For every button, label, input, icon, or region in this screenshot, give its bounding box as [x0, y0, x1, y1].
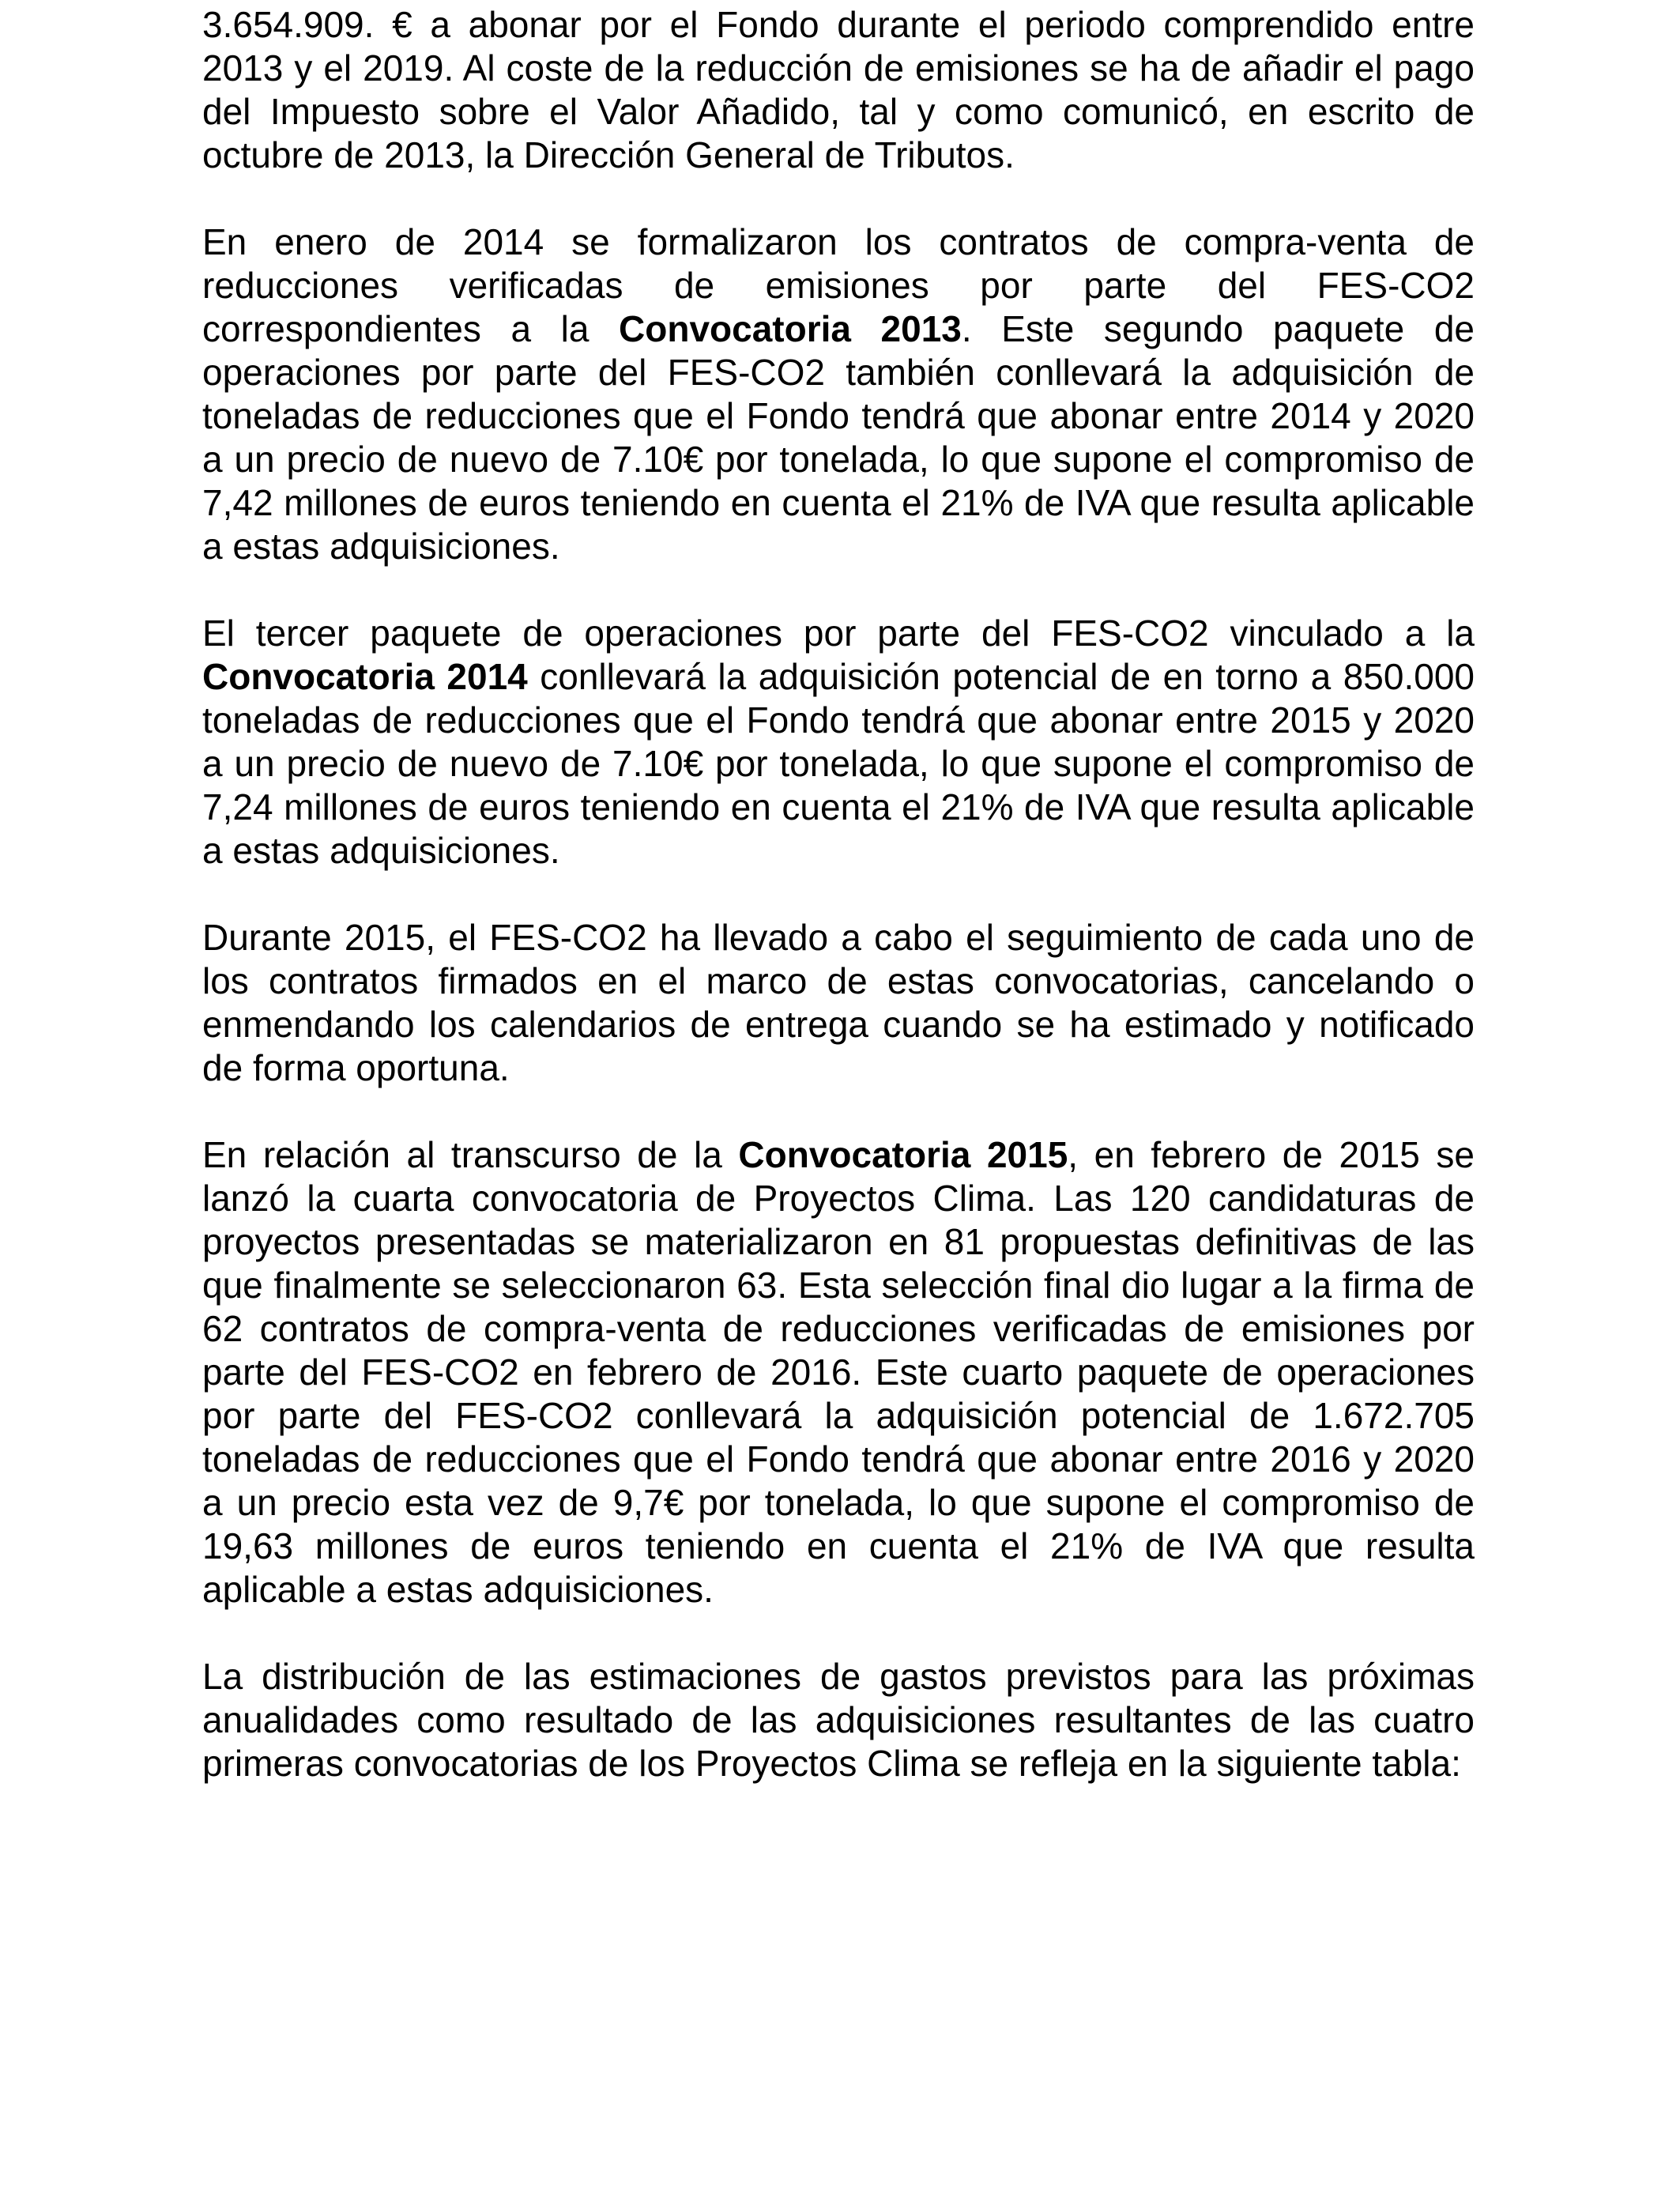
paragraph-2-bold-convocatoria-2013: Convocatoria 2013 — [619, 308, 962, 349]
paragraph-6 — [202, 1655, 1475, 1785]
paragraph-5 — [202, 1133, 1475, 1612]
paragraph-3-bold-convocatoria-2014: Convocatoria 2014 — [202, 656, 528, 697]
paragraph-2 — [202, 221, 1475, 568]
paragraph-3-text-a: El tercer paquete de operaciones por parte del FES-CO2 vinculado a la — [202, 613, 1475, 654]
paragraph-4-text: Durante 2015, el FES-CO2 ha llevado a cabo el seguimiento de cada uno de los contratos firmados en el marco de estas convocatorias, cancelando o enmendando los calendarios de entrega cuando se ha estimado y notificado de forma oportuna. — [202, 917, 1475, 1088]
paragraph-4 — [202, 916, 1475, 1090]
paragraph-6-text: La distribución de las estimaciones de gastos previstos para las próximas anualidades como resultado de las adquisiciones resultantes de las cuatro primeras convocatorias de los Proyectos Clima se refleja en la siguiente tabla: — [202, 1656, 1475, 1784]
paragraph-1 — [202, 3, 1475, 177]
document-body — [202, 3, 1475, 1829]
paragraph-2-text-a: En enero de 2014 se formalizaron los contratos de compra-venta de reducciones verificadas de emisiones por parte del FES-CO2 correspondientes a la — [202, 221, 1475, 349]
paragraph-3-text-b: conllevará la adquisición potencial de en torno a 850.000 toneladas de reducciones que el Fondo tendrá que abonar entre 2015 y 2020 a un precio de nuevo de 7.10€ por tonelada, lo que supone el compromiso de 7,24 millones de euros teniendo en cuenta el 21% de IVA que resulta aplicable a estas adquisiciones. — [202, 656, 1475, 871]
paragraph-3 — [202, 612, 1475, 873]
paragraph-1-text: 3.654.909. € a abonar por el Fondo durante el periodo comprendido entre 2013 y el 2019. Al coste de la reducción de emisiones se ha de añadir el pago del Impuesto sobre el Valor Añadido, tal y como comunicó, en escrito de octubre de 2013, la Dirección General de Tributos. — [202, 4, 1475, 175]
paragraph-2-text-b: . Este segundo paquete de operaciones por parte del FES-CO2 también conllevará la adquisición de toneladas de reducciones que el Fondo tendrá que abonar entre 2014 y 2020 a un precio de nuevo de 7.10€ por tonelada, lo que supone el compromiso de 7,42 millones de euros teniendo en cuenta el 21% de IVA que resulta aplicable a estas adquisiciones. — [202, 308, 1475, 567]
paragraph-5-text-a: En relación al transcurso de la — [202, 1134, 739, 1175]
paragraph-5-bold-convocatoria-2015: Convocatoria 2015 — [738, 1134, 1068, 1175]
paragraph-5-text-b: , en febrero de 2015 se lanzó la cuarta convocatoria de Proyectos Clima. Las 120 candidaturas de proyectos presentadas se materializaron en 81 propuestas definitivas de las que finalmente se seleccionaron 63. Esta selección final dio lugar a la firma de 62 contratos de compra-venta de reducciones verificadas de emisiones por parte del FES-CO2 en febrero de 2016. Este cuarto paquete de operaciones por parte del FES-CO2 conllevará la adquisición potencial de 1.672.705 toneladas de reducciones que el Fondo tendrá que abonar entre 2016 y 2020 a un precio esta vez de 9,7€ por tonelada, lo que supone el compromiso de 19,63 millones de euros teniendo en cuenta el 21% de IVA que resulta aplicable a estas adquisiciones. — [202, 1134, 1475, 1610]
